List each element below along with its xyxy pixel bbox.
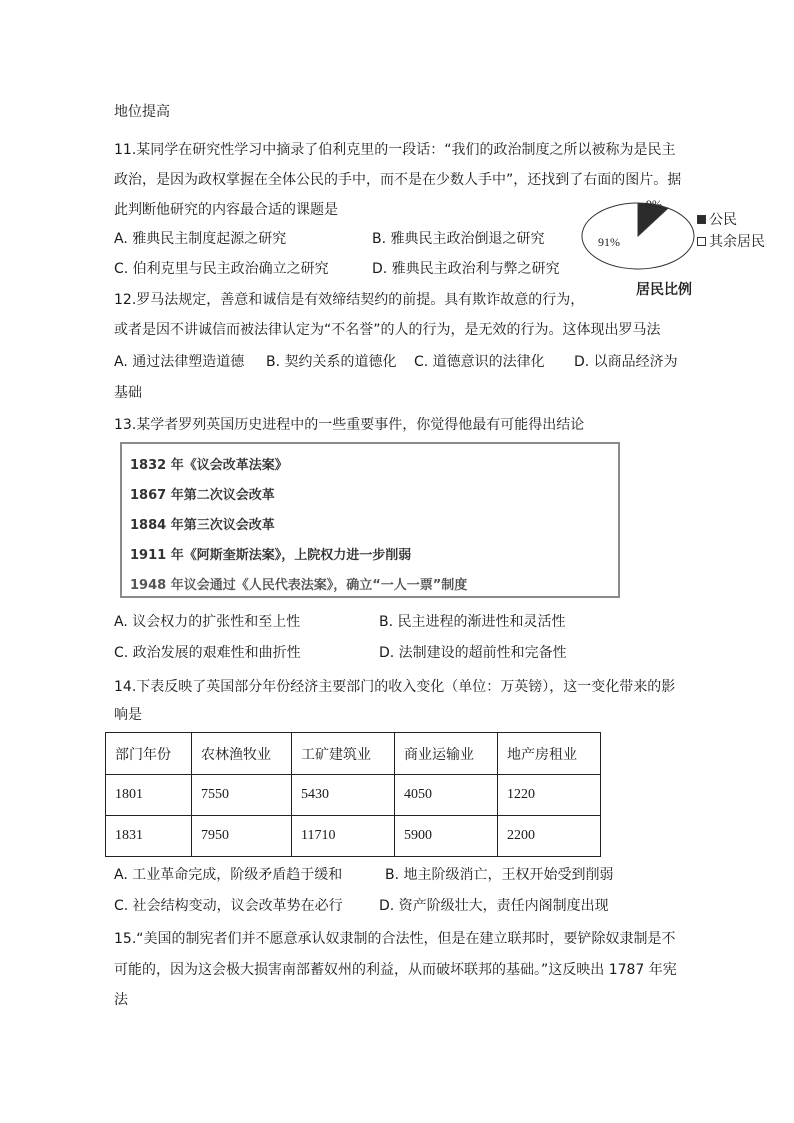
pie-chart-title: 居民比例 [636,282,692,298]
q15-stem-line-1: 15.“美国的制宪者们并不愿意承认奴隶制的合法性，但是在建立联邦时，要铲除奴隶制是不 [114,931,676,947]
legend-item-others [697,231,765,251]
table-cell: 1801 [106,775,192,816]
event-item: 1911 年《阿斯奎斯法案》，上院权力进一步削弱 [130,548,412,563]
q14-stem-line-2: 响是 [114,707,142,723]
table-cell: 2200 [498,816,601,857]
table-cell: 4050 [395,775,498,816]
table-header-cell: 部门年份 [106,733,192,775]
table-row [106,816,601,857]
q12-stem-line-2: 或者是因不讲诚信而被法律认定为“不名誉”的人的行为，是无效的行为。这体现出罗马法 [114,322,661,338]
q11-option-b[interactable]: B. 雅典民主政治倒退之研究 [372,231,545,247]
table-header-cell: 工矿建筑业 [292,733,395,775]
table-header-row [106,733,601,775]
table-header-cell: 地产房租业 [498,733,601,775]
legend-swatch-citizens [697,215,706,224]
q13-stem: 13.某学者罗列英国历史进程中的一些重要事件，你觉得他最有可能得出结论 [114,417,585,433]
q13-event-box [120,442,620,598]
table-cell: 11710 [292,816,395,857]
q12-option-a[interactable]: A. 通过法律塑造道德 [114,354,245,370]
q14-stem-line-1: 14.下表反映了英国部分年份经济主要部门的收入变化（单位：万英镑），这一变化带来的影 [114,679,676,695]
q15-stem-line-2: 可能的，因为这会极大损害南部蓄奴州的利益，从而破坏联邦的基础。”这反映出 1787 年宪 [114,962,677,978]
q11-option-c[interactable]: C. 伯利克里与民主政治确立之研究 [114,261,329,277]
q12-option-b[interactable]: B. 契约关系的道德化 [266,354,397,370]
q12-stem-line-1: 12.罗马法规定，善意和诚信是有效缔结契约的前提。具有欺诈故意的行为， [114,292,585,308]
table-cell: 5430 [292,775,395,816]
q13-option-d[interactable]: D. 法制建设的超前性和完备性 [379,645,567,661]
q13-option-c[interactable]: C. 政治发展的艰难性和曲折性 [114,645,301,661]
income-table [105,732,601,857]
q14-option-d[interactable]: D. 资产阶级壮大，责任内阁制度出现 [379,898,609,914]
q13-option-a[interactable]: A. 议会权力的扩张性和至上性 [114,614,301,630]
legend-label-citizens: 公民 [709,212,737,228]
event-item: 1948 年议会通过《人民代表法案》，确立“一人一票”制度 [130,578,468,593]
q11-option-a[interactable]: A. 雅典民主制度起源之研究 [114,231,287,247]
q12-option-c[interactable]: C. 道德意识的法律化 [414,354,545,370]
event-item: 1867 年第二次议会改革 [130,488,275,503]
q15-stem-line-3: 法 [114,992,128,1008]
table-header-cell: 商业运输业 [395,733,498,775]
q14-option-a[interactable]: A. 工业革命完成，阶级矛盾趋于缓和 [114,867,343,883]
q12-option-d[interactable]: D. 以商品经济为 [574,354,678,370]
q14-option-c[interactable]: C. 社会结构变动，议会改革势在必行 [114,898,343,914]
q11-stem-line-2: 政治，是因为政权掌握在全体公民的手中，而不是在少数人手中”，还找到了右面的图片。据 [114,172,682,188]
q11-stem-line-3: 此判断他研究的内容最合适的课题是 [114,202,338,218]
pie-slice-label-citizens: 9% [646,197,662,211]
q14-option-b[interactable]: B. 地主阶级消亡，王权开始受到削弱 [385,867,614,883]
q13-option-b[interactable]: B. 民主进程的渐进性和灵活性 [379,614,566,630]
q11-option-d[interactable]: D. 雅典民主政治利与弊之研究 [372,261,560,277]
table-cell: 1831 [106,816,192,857]
table-cell: 7950 [192,816,292,857]
event-item: 1884 年第三次议会改革 [130,518,275,533]
table-row [106,775,601,816]
q11-stem-line-1: 11.某同学在研究性学习中摘录了伯利克里的一段话：“我们的政治制度之所以被称为是民主 [114,142,676,158]
event-item: 1832 年《议会改革法案》 [130,458,288,473]
intro-line: 地位提高 [114,104,170,120]
pie-slice-label-others: 91% [598,235,620,249]
legend-label-others: 其余居民 [709,234,765,250]
table-cell: 1220 [498,775,601,816]
table-cell: 5900 [395,816,498,857]
table-cell: 7550 [192,775,292,816]
q12-option-d-continuation: 基础 [114,385,142,401]
table-header-cell: 农林渔牧业 [192,733,292,775]
legend-swatch-others [697,237,706,246]
legend-item-citizens [697,209,737,229]
